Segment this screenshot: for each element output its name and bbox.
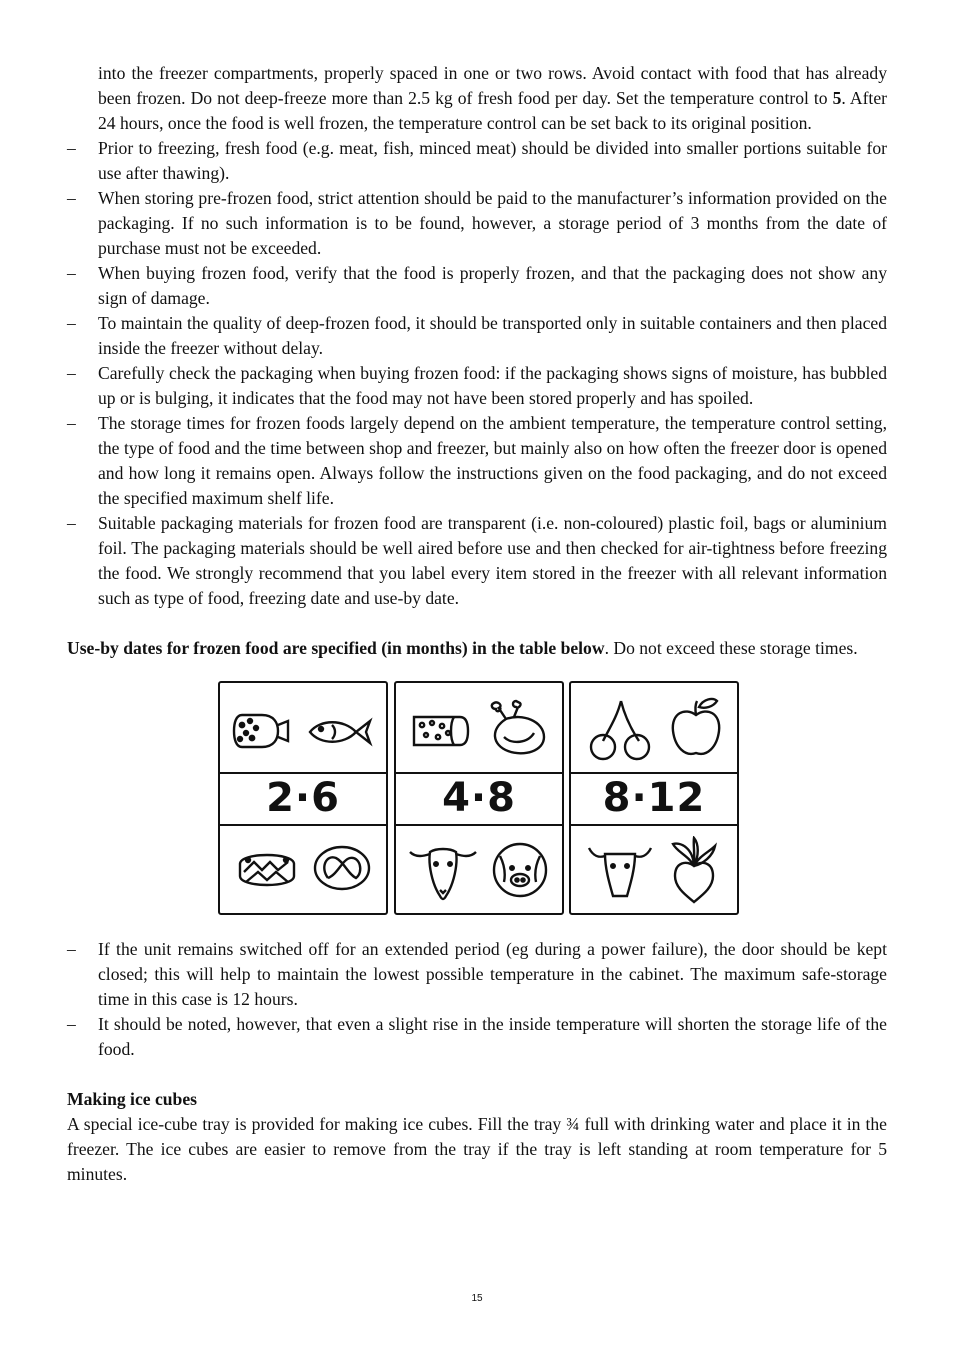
storage-months-label: 4·8: [396, 772, 562, 826]
power-failure-list: [67, 937, 887, 1062]
cake-icon: [236, 846, 298, 894]
storage-months-label: 8·12: [571, 772, 737, 826]
cherries-icon: [587, 697, 655, 761]
ice-cubes-heading: Making ice cubes: [67, 1089, 197, 1109]
apple-icon: [669, 695, 723, 759]
intro-continuation: into the freezer compartments, properly spaced in one or two rows. Avoid contact with food that has already been frozen. Do not deep-freeze more than 2.5 kg of fresh food per day. Set the temperature control to 5. After 24 hours, once the food is well frozen, the temperature control can be set back to its original position.: [98, 63, 887, 133]
fish-icon: [306, 717, 374, 747]
chicken-icon: [484, 699, 550, 757]
page-number: 15: [471, 1293, 483, 1304]
cow-icon: [585, 842, 655, 902]
useby-paragraph: Use-by dates for frozen food are specified (in months) in the table below. Do not exceed these storage times.: [67, 638, 858, 658]
list-item: – It should be noted, however, that even a slight rise in the inside temperature will shorten the storage life of the food.: [67, 1012, 887, 1062]
sheep-icon: [406, 844, 480, 902]
list-item: – Carefully check the packaging when buying frozen food: if the packaging shows signs of moisture, has bubbled up or is bulging, it indicates that the food may not have been stored properly and has spoiled.: [67, 361, 887, 411]
minced-meat-icon: [410, 713, 470, 749]
storage-column-2: [394, 681, 564, 915]
storage-months-label: 2·6: [220, 772, 386, 826]
list-item: – When storing pre-frozen food, strict attention should be paid to the manufacturer’s information provided on the packaging. If no such information is to be found, however, a storage period of 3 months from the date of purchase must not be exceeded.: [67, 186, 887, 261]
beetroot-icon: [667, 836, 721, 904]
pig-icon: [490, 842, 550, 898]
list-item: – The storage times for frozen foods largely depend on the ambient temperature, the temperature control setting, the type of food and the time between shop and freezer, but mainly also on how often the freezer door is opened and how long it remains open. Always follow the instructions given on the food packaging, and do not exceed the specified maximum shelf life.: [67, 411, 887, 511]
sausage-icon: [232, 711, 294, 751]
list-item: – If the unit remains switched off for an extended period (eg during a power failure), the door should be kept closed; this will help to maintain the lowest possible temperature in the cabinet. The maximum safe-storage time in this case is 12 hours.: [67, 937, 887, 1012]
storage-time-table: [218, 681, 742, 919]
ice-cubes-body: A special ice-cube tray is provided for making ice cubes. Fill the tray ¾ full with drinking water and place it in the freezer. The ice cubes are easier to remove from the tray if the tray is left standing at room temperature for 5 minutes.: [67, 1114, 887, 1184]
list-item: – When buying frozen food, verify that the food is properly frozen, and that the packaging does not show any sign of damage.: [67, 261, 887, 311]
tips-list: [67, 136, 887, 611]
storage-column-3: [569, 681, 739, 915]
list-item: – Prior to freezing, fresh food (e.g. meat, fish, minced meat) should be divided into smaller portions suitable for use after thawing).: [67, 136, 887, 186]
page-content: [67, 61, 887, 1187]
pretzel-icon: [312, 844, 372, 892]
list-item: – Suitable packaging materials for frozen food are transparent (i.e. non-coloured) plastic foil, bags or aluminium foil. The packaging materials should be well aired before use and then checked for air-tightness before freezing the food. We strongly recommend that you label every item stored in the freezer with all relevant information such as type of food, freezing date and use-by date.: [67, 511, 887, 611]
list-item: – To maintain the quality of deep-frozen food, it should be transported only in suitable containers and then placed inside the freezer without delay.: [67, 311, 887, 361]
storage-column-1: [218, 681, 388, 915]
